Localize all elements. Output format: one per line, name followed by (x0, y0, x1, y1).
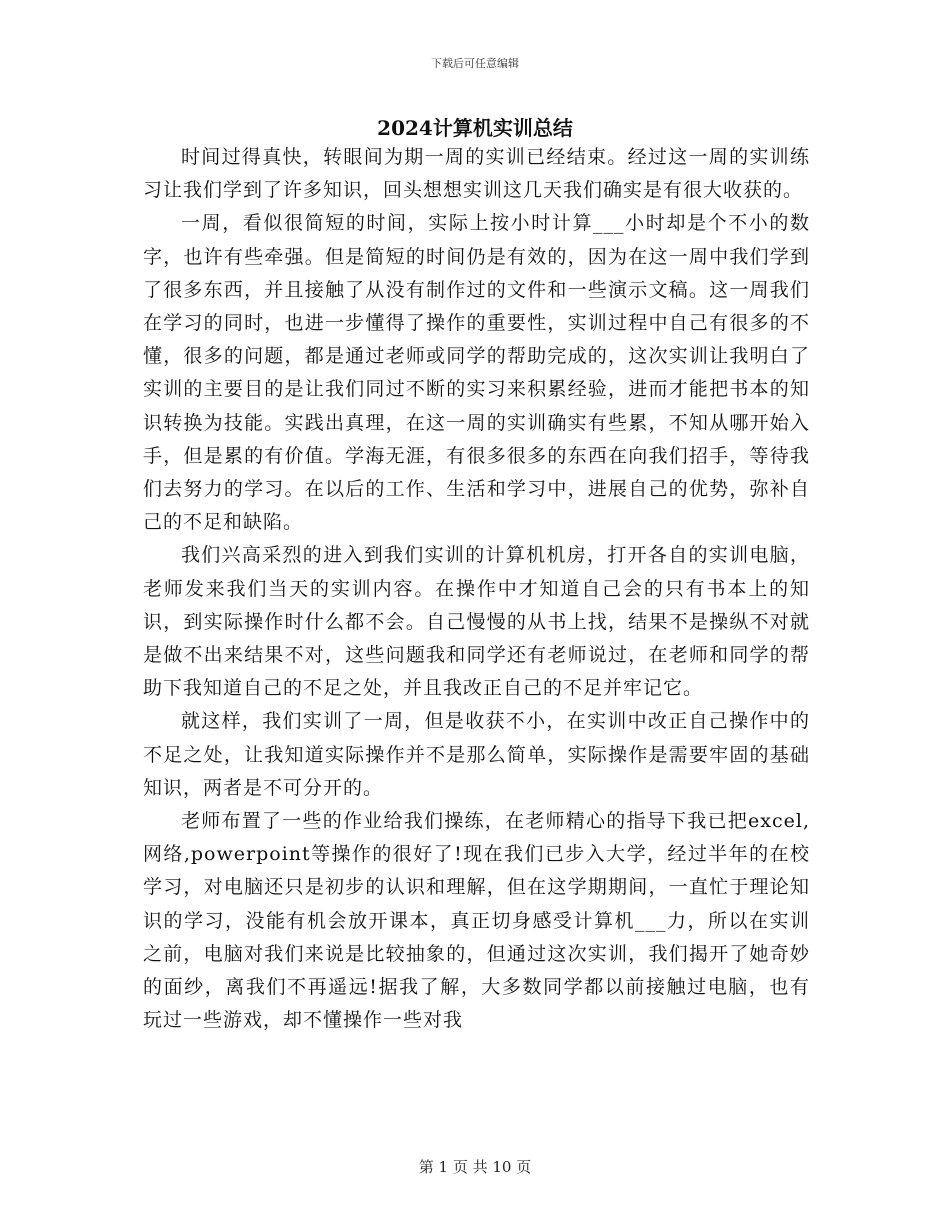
paragraph-1: 时间过得真快，转眼间为期一周的实训已经结束。经过这一周的实训练习让我们学到了许多知识，回头想想实训这几天我们确实是有很大收获的。 (143, 146, 810, 202)
document-body (143, 141, 810, 1121)
paragraph-3: 我们兴高采烈的进入到我们实训的计算机机房，打开各自的实训电脑，老师发来我们当天的实训内容。在操作中才知道自己会的只有书本上的知识，到实际操作时什么都不会。自己慢慢的从书上找，结果不是操纵不对就是做不出来结果不对，这些问题我和同学还有老师说过，在老师和同学的帮助下我知道自己的不足之处，并且我改正自己的不足并牢记它。 (143, 544, 810, 700)
paragraph-2: 一周，看似很简短的时间，实际上按小时计算___小时却是个不小的数字，也许有些牵强。但是简短的时间仍是有效的，因为在这一周中我们学到了很多东西，并且接触了从没有制作过的文件和一些演示文稿。这一周我们在学习的同时，也进一步懂得了操作的重要性，实训过程中自己有很多的不懂，很多的问题，都是通过老师或同学的帮助完成的，这次实训让我明白了实训的主要目的是让我们同过不断的实习来积累经验，进而才能把书本的知识转换为技能。实践出真理，在这一周的实训确实有些累，不知从哪开始入手，但是累的有价值。学海无涯，有很多很多的东西在向我们招手，等待我们去努力的学习。在以后的工作、生活和学习中，进展自己的优势，弥补自己的不足和缺陷。 (143, 212, 810, 534)
page-number: 第 1 页 共 10 页 (418, 1158, 532, 1176)
paragraph-4: 就这样，我们实训了一周，但是收获不小，在实训中改正自己操作中的不足之处，让我知道实际操作并不是那么简单，实际操作是需要牢固的基础知识，两者是不可分开的。 (143, 710, 810, 799)
paragraph-5: 老师布置了一些的作业给我们操练，在老师精心的指导下我已把excel,网络,powerpoint等操作的很好了!现在我们已步入大学，经过半年的在校学习，对电脑还只是初步的认识和理解，但在这学期期间，一直忙于理论知识的学习，没能有机会放开课本，真正切身感受计算机___力，所以在实训之前，电脑对我们来说是比较抽象的，但通过这次实训，我们揭开了她奇妙的面纱，离我们不再遥远!据我了解，大多数同学都以前接触过电脑，也有玩过一些游戏，却不懂操作一些对我 (143, 810, 810, 1032)
header-note: 下载后可任意编辑 (431, 57, 519, 70)
document-title: 2024计算机实训总结 (377, 116, 573, 140)
